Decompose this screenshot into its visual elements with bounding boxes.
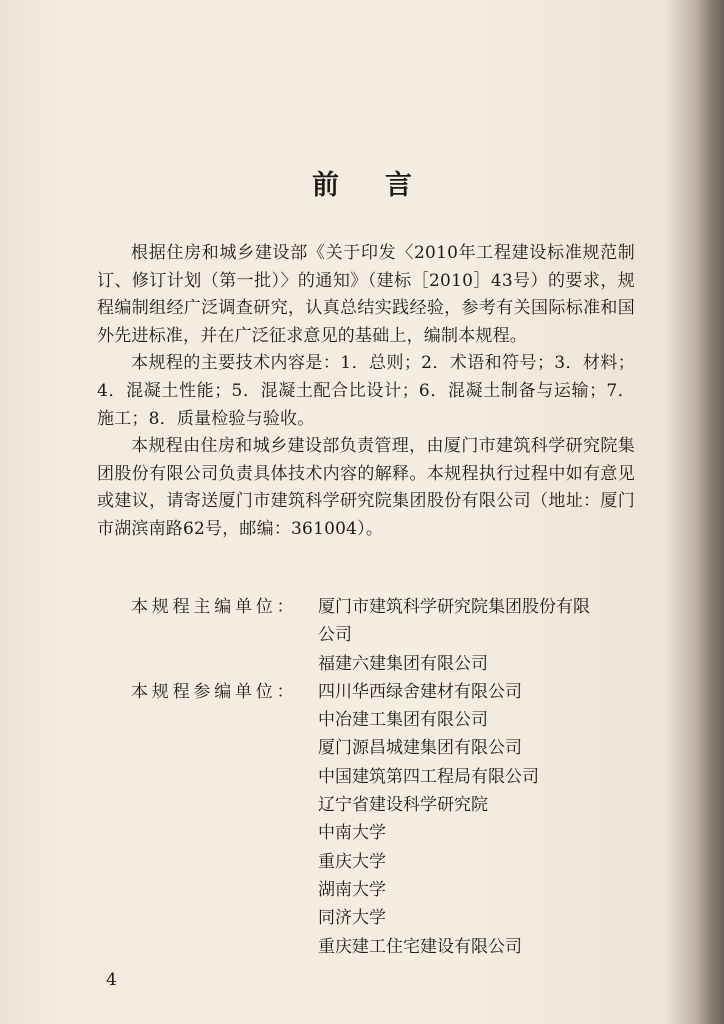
list-item: 湖南大学 <box>318 879 386 900</box>
list-item: 厦门源昌城建集团有限公司 <box>318 738 522 759</box>
participants-label: 本规程参编单位： <box>131 681 298 702</box>
list-item: 重庆大学 <box>318 851 386 872</box>
list-item: 辽宁省建设科学研究院 <box>318 795 488 816</box>
list-item: 同济大学 <box>318 908 386 929</box>
page-title: 前言 <box>312 170 458 201</box>
participants-row <box>131 678 590 961</box>
list-item: 福建六建集团有限公司 <box>318 653 488 674</box>
participants-list <box>318 678 539 961</box>
preface-body <box>97 240 635 544</box>
chief-editors-list <box>318 593 590 678</box>
list-item: 四川华西绿舍建材有限公司 <box>318 681 522 702</box>
chief-editors-label: 本规程主编单位： <box>131 597 298 617</box>
credits-block <box>131 593 590 961</box>
list-item: 中冶建工集团有限公司 <box>318 710 488 731</box>
list-item: 公司 <box>318 625 352 646</box>
list-item: 中南大学 <box>318 823 386 844</box>
list-item: 中国建筑第四工程局有限公司 <box>318 766 539 787</box>
paragraph-management: 本规程由住房和城乡建设部负责管理，由厦门市建筑科学研究院集团股份有限公司负责具体技术内容的解释。本规程执行过程中如有意见或建议，请寄送厦门市建筑科学研究院集团股份有限公司（地址：厦门市湖滨南路62号，邮编：361004）。 <box>97 436 635 539</box>
page-number: 4 <box>106 970 117 990</box>
paragraph-background: 根据住房和城乡建设部《关于印发〈2010年工程建设标准规范制订、修订计划（第一批）〉的通知》（建标［2010］43号）的要求，规程编制组经广泛调查研究，认真总结实践经验，参考有关国际标准和国外先进标准，并在广泛征求意见的基础上，编制本规程。 <box>97 243 635 346</box>
list-item: 厦门市建筑科学研究院集团股份有限 <box>318 597 590 617</box>
list-item: 重庆建工住宅建设有限公司 <box>318 936 522 957</box>
paragraph-contents: 本规程的主要技术内容是：1．总则；2．术语和符号；3．材料；4．混凝土性能；5．混凝土配合比设计；6．混凝土制备与运输；7．施工；8．质量检验与验收。 <box>97 353 635 429</box>
page-edge-shadow <box>698 0 724 1024</box>
chief-editors-row <box>131 593 590 678</box>
